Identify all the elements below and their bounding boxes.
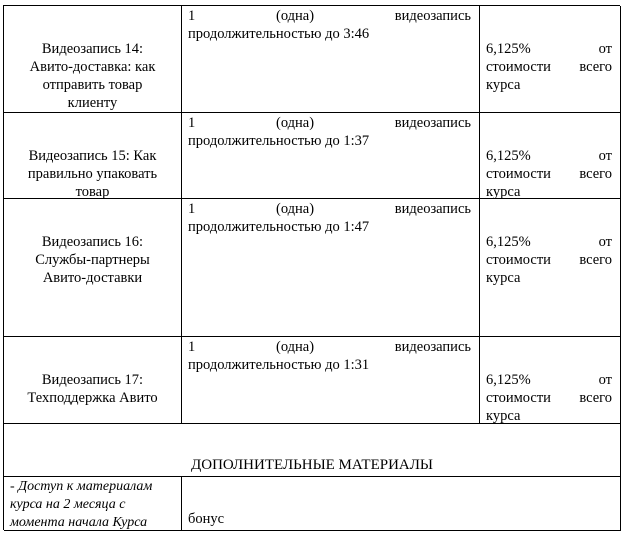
- share-word: стоимости: [486, 252, 551, 268]
- video-title-line: отправить товар: [42, 77, 143, 93]
- share-word: курса: [486, 408, 521, 424]
- share-from: от: [598, 372, 612, 388]
- bonus-description-line: курса на 2 месяца с: [10, 497, 126, 512]
- share-word: стоимости: [486, 59, 551, 75]
- description-type: видеозапись: [394, 115, 471, 131]
- video-title-line: Авито-доставка: как: [29, 59, 156, 75]
- description-count: 1: [188, 8, 196, 24]
- share-word: курса: [486, 77, 521, 93]
- video-description-cell: [182, 199, 480, 337]
- bonus-value-cell: [182, 477, 621, 531]
- section-header-cell: [4, 424, 621, 477]
- video-description-cell: [182, 6, 480, 113]
- share-value: 6,125%: [486, 372, 531, 388]
- share-value: 6,125%: [486, 148, 531, 164]
- share-from: от: [598, 148, 612, 164]
- share-word: стоимости: [486, 390, 551, 406]
- video-title-cell: [4, 199, 182, 337]
- description-duration: продолжительностью до 1:47: [188, 219, 370, 235]
- description-count: 1: [188, 115, 196, 131]
- video-title-line: клиенту: [67, 95, 118, 111]
- share-cell: [480, 6, 621, 113]
- share-word: стоимости: [486, 166, 551, 182]
- video-title-line: правильно упаковать: [27, 166, 158, 182]
- share-cell: [480, 199, 621, 337]
- video-title-cell: [4, 337, 182, 424]
- video-title-line: Видеозапись 15: Как: [28, 148, 157, 164]
- share-word: всего: [579, 252, 612, 268]
- description-duration: продолжительностью до 1:31: [188, 357, 370, 373]
- share-value: 6,125%: [486, 234, 531, 250]
- share-from: от: [598, 234, 612, 250]
- video-title-cell: [4, 6, 182, 113]
- video-description-cell: [182, 337, 480, 424]
- share-value: 6,125%: [486, 41, 531, 57]
- share-word: всего: [579, 390, 612, 406]
- bonus-label: бонус: [188, 511, 225, 527]
- share-cell: [480, 113, 621, 199]
- section-title: ДОПОЛНИТЕЛЬНЫЕ МАТЕРИАЛЫ: [191, 457, 433, 473]
- description-duration: продолжительностью до 1:37: [188, 133, 370, 149]
- description-type: видеозапись: [394, 201, 471, 217]
- description-count-word: (одна): [275, 8, 315, 24]
- share-word: курса: [486, 270, 521, 286]
- share-from: от: [598, 41, 612, 57]
- share-word: курса: [486, 184, 521, 200]
- description-duration: продолжительностью до 3:46: [188, 26, 370, 42]
- share-word: всего: [579, 59, 612, 75]
- bonus-description-cell: [4, 477, 182, 531]
- course-table: [3, 5, 620, 530]
- description-count: 1: [188, 339, 196, 355]
- video-title-line: Видеозапись 17:: [41, 372, 144, 388]
- description-type: видеозапись: [394, 339, 471, 355]
- video-title-line: товар: [75, 184, 110, 200]
- bonus-description-line: момента начала Курса: [10, 515, 148, 530]
- description-count: 1: [188, 201, 196, 217]
- description-count-word: (одна): [275, 115, 315, 131]
- video-title-line: Видеозапись 16:: [41, 234, 144, 250]
- video-title-line: Службы-партнеры: [35, 252, 150, 268]
- share-cell: [480, 337, 621, 424]
- video-title-line: Техподдержка Авито: [27, 390, 158, 406]
- video-description-cell: [182, 113, 480, 199]
- video-title-line: Авито-доставки: [42, 270, 143, 286]
- bonus-description-line: - Доступ к материалам: [10, 479, 153, 494]
- description-type: видеозапись: [394, 8, 471, 24]
- description-count-word: (одна): [275, 339, 315, 355]
- video-title-cell: [4, 113, 182, 199]
- share-word: всего: [579, 166, 612, 182]
- video-title-line: Видеозапись 14:: [41, 41, 144, 57]
- description-count-word: (одна): [275, 201, 315, 217]
